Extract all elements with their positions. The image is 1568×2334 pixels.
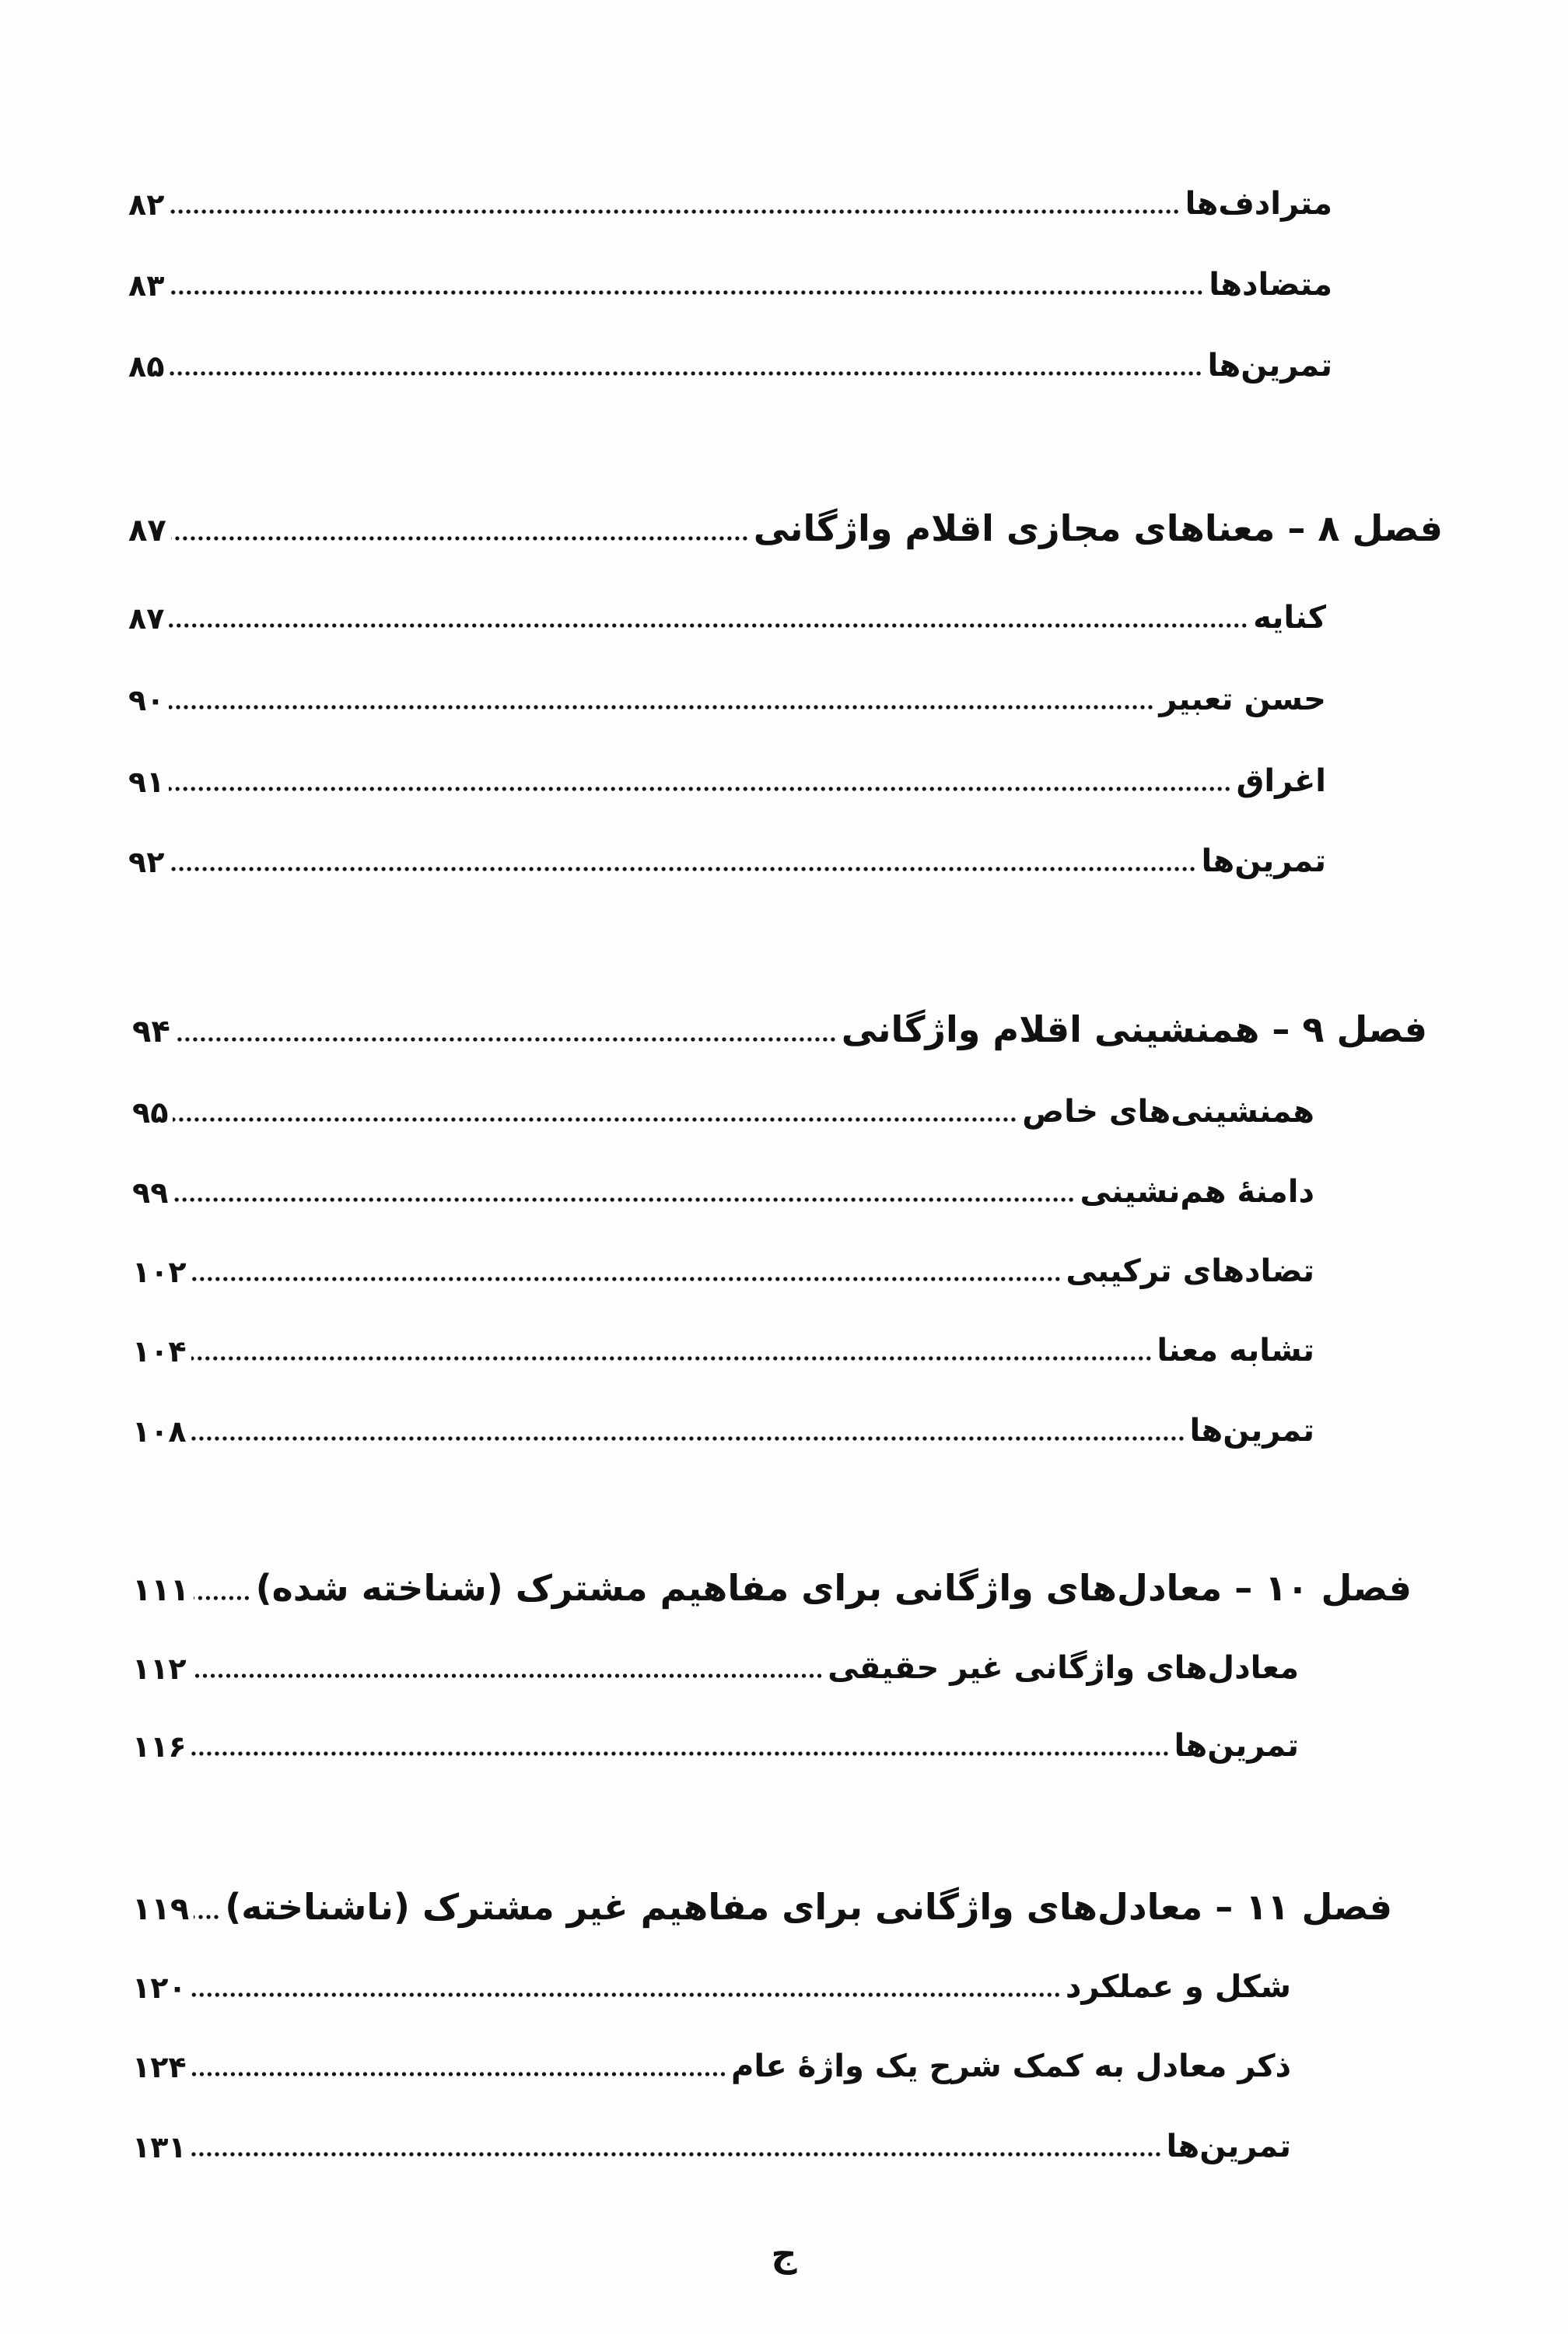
entry-page-number: ۸۷ <box>128 601 165 636</box>
toc-entry <box>132 1712 1299 1766</box>
toc-entry <box>128 170 1332 224</box>
toc-entry <box>132 1634 1299 1688</box>
toc-entry <box>128 747 1326 801</box>
chapter-page-number: ۱۱۹ <box>132 1891 190 1927</box>
entry-page-number: ۱۱۲ <box>132 1652 187 1686</box>
chapter-page-number: ۸۷ <box>128 513 166 548</box>
entry-title: معادل‌های واژگانی غیر حقیقی <box>828 1650 1299 1686</box>
entry-page-number: ۱۰۴ <box>132 1334 187 1369</box>
toc-entry <box>128 331 1332 386</box>
entry-title: مترادف‌ها <box>1185 186 1332 222</box>
entry-page-number: ۱۰۲ <box>132 1255 187 1289</box>
entry-title: ذکر معادل به کمک شرح یک واژهٔ عام <box>731 2048 1291 2084</box>
dot-leader <box>169 622 1248 629</box>
chapter-heading <box>132 1556 1412 1610</box>
chapter-heading <box>132 1875 1392 1929</box>
dot-leader <box>191 1992 1061 1998</box>
dot-leader <box>191 1355 1153 1362</box>
entry-page-number: ۱۰۸ <box>132 1414 187 1449</box>
dot-leader <box>169 866 1196 872</box>
chapter-title: فصل ۱۱ – معادل‌های واژگانی برای مفاهیم غیر مشترک (ناشناخته) <box>225 1886 1392 1928</box>
entry-page-number: ۹۰ <box>128 683 165 717</box>
entry-page-number: ۸۳ <box>128 268 165 303</box>
dot-leader <box>191 1435 1185 1442</box>
dot-leader <box>169 370 1202 377</box>
toc-entry <box>132 1316 1314 1371</box>
toc-entry <box>132 1397 1314 1451</box>
dot-leader <box>191 1673 824 1679</box>
entry-page-number: ۸۲ <box>128 187 165 222</box>
dot-leader <box>173 1197 1075 1203</box>
entry-title: شکل و عملکرد <box>1065 1969 1291 2005</box>
entry-title: اغراق <box>1236 763 1326 799</box>
chapter-title: فصل ۱۰ – معادل‌های واژگانی برای مفاهیم مشترک (شناخته شده) <box>255 1567 1412 1609</box>
dot-leader <box>191 2151 1162 2157</box>
dot-leader <box>169 786 1231 792</box>
toc-entry <box>132 1953 1291 2007</box>
dot-leader <box>169 704 1154 710</box>
entry-page-number: ۹۹ <box>132 1176 169 1210</box>
dot-leader <box>175 1036 837 1043</box>
toc-entry <box>132 2112 1291 2167</box>
toc-entry <box>128 665 1326 720</box>
entry-title: دامنهٔ هم‌نشینی <box>1080 1174 1314 1210</box>
entry-title: تمرین‌ها <box>1166 2129 1291 2164</box>
chapter-heading <box>132 997 1427 1052</box>
toc-entry <box>132 1237 1314 1291</box>
entry-title: کنایه <box>1253 600 1326 636</box>
toc-entry <box>128 584 1326 638</box>
entry-title: تضادهای ترکیبی <box>1066 1253 1314 1289</box>
entry-page-number: ۱۳۱ <box>132 2130 187 2164</box>
entry-title: همنشینی‌های خاص <box>1022 1094 1314 1130</box>
dot-leader <box>194 1914 220 1920</box>
page-folio: ج <box>771 2233 797 2275</box>
entry-page-number: ۱۱۶ <box>132 1729 187 1764</box>
dot-leader <box>191 1276 1062 1282</box>
chapter-heading <box>128 496 1443 551</box>
entry-title: تشابه معنا <box>1157 1333 1314 1369</box>
entry-page-number: ۱۲۴ <box>132 2050 187 2084</box>
entry-title: حسن تعبیر <box>1159 682 1326 717</box>
dot-leader <box>191 1750 1170 1757</box>
dot-leader <box>169 209 1180 215</box>
chapter-title: فصل ۹ – همنشینی اقلام واژگانی <box>841 1008 1427 1050</box>
entry-title: تمرین‌ها <box>1201 843 1326 879</box>
entry-page-number: ۹۱ <box>128 765 165 799</box>
entry-page-number: ۹۲ <box>128 845 165 879</box>
dot-leader <box>194 1595 250 1601</box>
toc-entry <box>128 251 1332 305</box>
entry-title: تمرین‌ها <box>1207 348 1332 384</box>
entry-title: تمرین‌ها <box>1189 1413 1314 1449</box>
entry-page-number: ۸۵ <box>128 349 165 384</box>
chapter-page-number: ۹۴ <box>132 1014 170 1050</box>
dot-leader <box>169 289 1204 296</box>
entry-title: تمرین‌ها <box>1174 1728 1299 1764</box>
chapter-page-number: ۱۱۱ <box>132 1572 190 1608</box>
dot-leader <box>173 1116 1017 1123</box>
toc-entry <box>132 2032 1291 2087</box>
dot-leader <box>191 2071 726 2077</box>
entry-title: متضادها <box>1209 267 1332 303</box>
toc-entry <box>128 827 1326 881</box>
toc-entry <box>132 1078 1314 1132</box>
dot-leader <box>171 535 749 541</box>
entry-page-number: ۱۲۰ <box>132 1971 187 2005</box>
chapter-title: فصل ۸ – معناهای مجازی اقلام واژگانی <box>753 507 1443 549</box>
toc-entry <box>132 1158 1314 1212</box>
entry-page-number: ۹۵ <box>132 1095 169 1130</box>
